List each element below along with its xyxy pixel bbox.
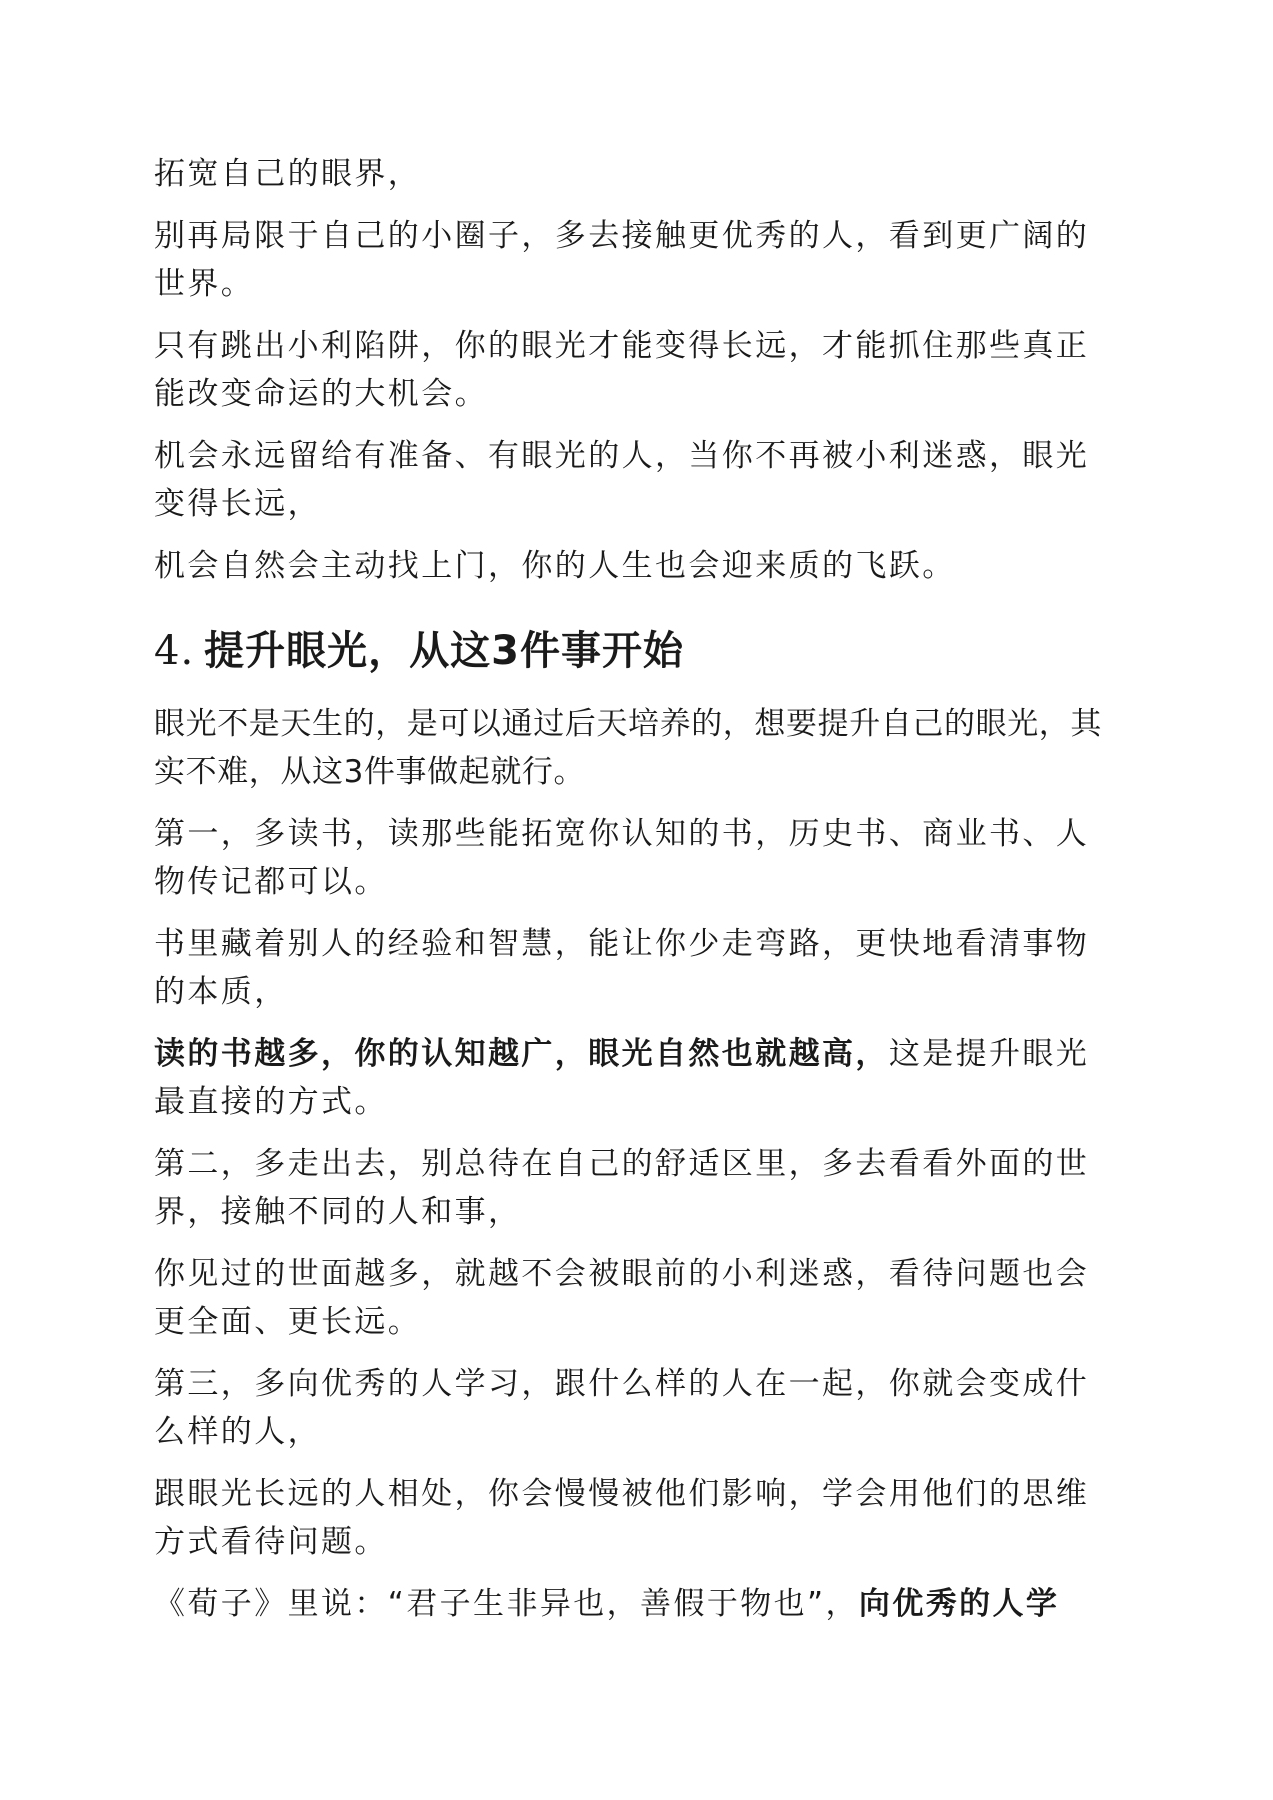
paragraph: 书里藏着别人的经验和智慧，能让你少走弯路，更快地看清事物的本质， xyxy=(154,926,1090,1010)
paragraph: 第三，多向优秀的人学习，跟什么样的人在一起，你就会变成什么样的人， xyxy=(154,1366,1090,1450)
paragraph: 第一，多读书，读那些能拓宽你认知的书，历史书、商业书、人物传记都可以。 xyxy=(154,816,1090,900)
section-title: 提升眼光，从这3件事开始 xyxy=(204,628,685,674)
paragraph xyxy=(154,1580,1114,1628)
section-heading xyxy=(154,624,1114,678)
article-body xyxy=(154,150,1114,1628)
paragraph: 机会永远留给有准备、有眼光的人，当你不再被小利迷惑，眼光变得长远， xyxy=(154,438,1090,522)
paragraph-text: 这是提升眼光最直接的方式。 xyxy=(154,1036,1090,1120)
bold-text: 向优秀的人学 xyxy=(858,1586,1060,1622)
paragraph: 第二，多走出去，别总待在自己的舒适区里，多去看看外面的世界，接触不同的人和事， xyxy=(154,1146,1090,1230)
paragraph: 机会自然会主动找上门，你的人生也会迎来质的飞跃。 xyxy=(154,548,956,584)
paragraph: 别再局限于自己的小圈子，多去接触更优秀的人，看到更广阔的世界。 xyxy=(154,218,1090,302)
section-number: 4. xyxy=(154,628,195,674)
bold-text: 读的书越多，你的认知越广，眼光自然也就越高， xyxy=(154,1036,889,1072)
paragraph: 拓宽自己的眼界， xyxy=(154,156,422,192)
paragraph: 眼光不是天生的，是可以通过后天培养的，想要提升自己的眼光，其实不难，从这3件事做起就行。 xyxy=(154,706,1102,790)
quote-text: 《荀子》里说：“君子生非异也，善假于物也”， xyxy=(154,1586,859,1622)
paragraph xyxy=(154,1030,1114,1126)
paragraph: 跟眼光长远的人相处，你会慢慢被他们影响，学会用他们的思维方式看待问题。 xyxy=(154,1476,1090,1560)
paragraph: 你见过的世面越多，就越不会被眼前的小利迷惑，看待问题也会更全面、更长远。 xyxy=(154,1256,1090,1340)
paragraph: 只有跳出小利陷阱，你的眼光才能变得长远，才能抓住那些真正能改变命运的大机会。 xyxy=(154,328,1090,412)
